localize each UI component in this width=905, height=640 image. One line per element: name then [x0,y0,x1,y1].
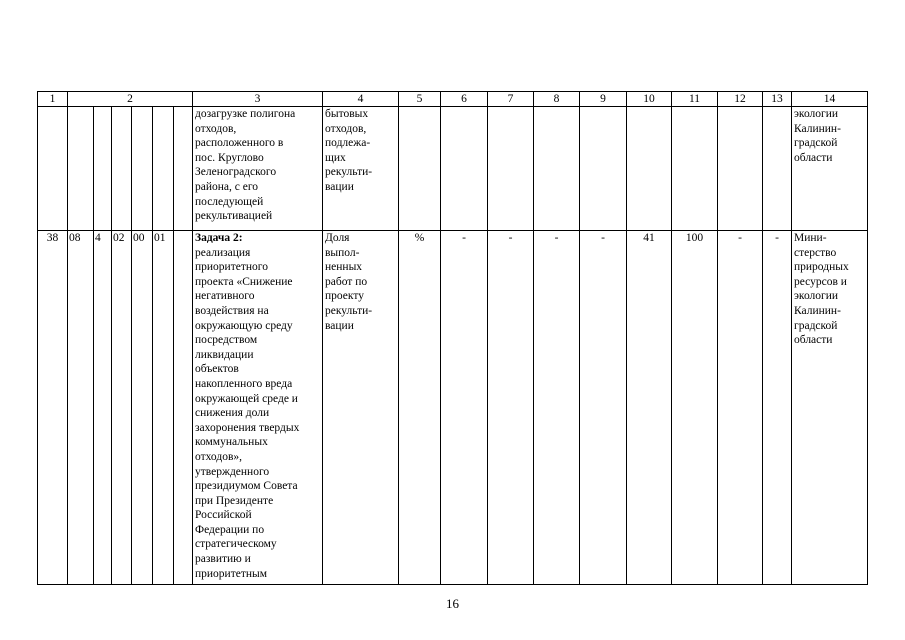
value-cell [488,107,534,231]
header-col-9: 9 [580,92,627,107]
header-col-10: 10 [627,92,672,107]
code-cell [153,107,174,231]
value-cell: - [441,231,488,585]
header-col-2: 2 [68,92,193,107]
header-col-8: 8 [534,92,580,107]
header-col-13: 13 [763,92,792,107]
value-cell [672,107,718,231]
value-cell [763,107,792,231]
header-col-7: 7 [488,92,534,107]
page-number: 16 [446,596,459,611]
header-col-12: 12 [718,92,763,107]
code-cell [68,107,94,231]
value-cell [534,107,580,231]
task-title: Задача 2: [195,232,243,244]
table-row [38,231,868,585]
value-cell: 41 [627,231,672,585]
responsible-executor: Мини- стерство природных ресурсов и экологии Калинин- градской области [792,231,868,585]
code-cell [94,107,112,231]
header-row [38,92,868,107]
value-cell: - [763,231,792,585]
table-row [38,107,868,231]
value-cell: 100 [672,231,718,585]
goal-description: реализация приоритетного проекта «Снижение негативного воздействия на окружающую среду посредством ликвидации объектов накопленного вреда окружающей среде и снижения доли захоронения твердых коммунальных отходов», утвержденного президиумом Совета при Президенте Российской Федерации по стратегическому развитию и приоритетным [195,246,300,580]
code-cell: 02 [112,231,132,585]
responsible-executor: экологии Калинин- градской области [792,107,868,231]
code-cell [112,107,132,231]
row-number: 38 [38,231,68,585]
header-col-1: 1 [38,92,68,107]
goal-description-cell [193,231,323,585]
code-cell: 4 [94,231,112,585]
value-cell [718,107,763,231]
value-cell: - [488,231,534,585]
data-table [37,91,868,585]
header-col-3: 3 [193,92,323,107]
value-cell [627,107,672,231]
code-cell: 01 [153,231,174,585]
header-col-4: 4 [323,92,399,107]
code-cell [174,107,193,231]
goal-description-cell [193,107,323,231]
value-cell: - [718,231,763,585]
value-cell: - [534,231,580,585]
header-col-11: 11 [672,92,718,107]
goal-description: дозагрузке полигона отходов, расположенного в пос. Круглово Зеленоградского района, с его последующей рекультивацией [195,108,296,223]
value-cell [580,107,627,231]
indicator-name: бытовых отходов, подлежа- щих рекульти- вации [323,107,399,231]
header-col-6: 6 [441,92,488,107]
value-cell [441,107,488,231]
code-cell [174,231,193,585]
code-cell: 08 [68,231,94,585]
indicator-name: Доля выпол- ненных работ по проекту рекульти- вации [323,231,399,585]
code-cell: 00 [132,231,153,585]
unit-cell: % [399,231,441,585]
header-col-14: 14 [792,92,868,107]
value-cell: - [580,231,627,585]
unit-cell [399,107,441,231]
row-number [38,107,68,231]
code-cell [132,107,153,231]
header-col-5: 5 [399,92,441,107]
